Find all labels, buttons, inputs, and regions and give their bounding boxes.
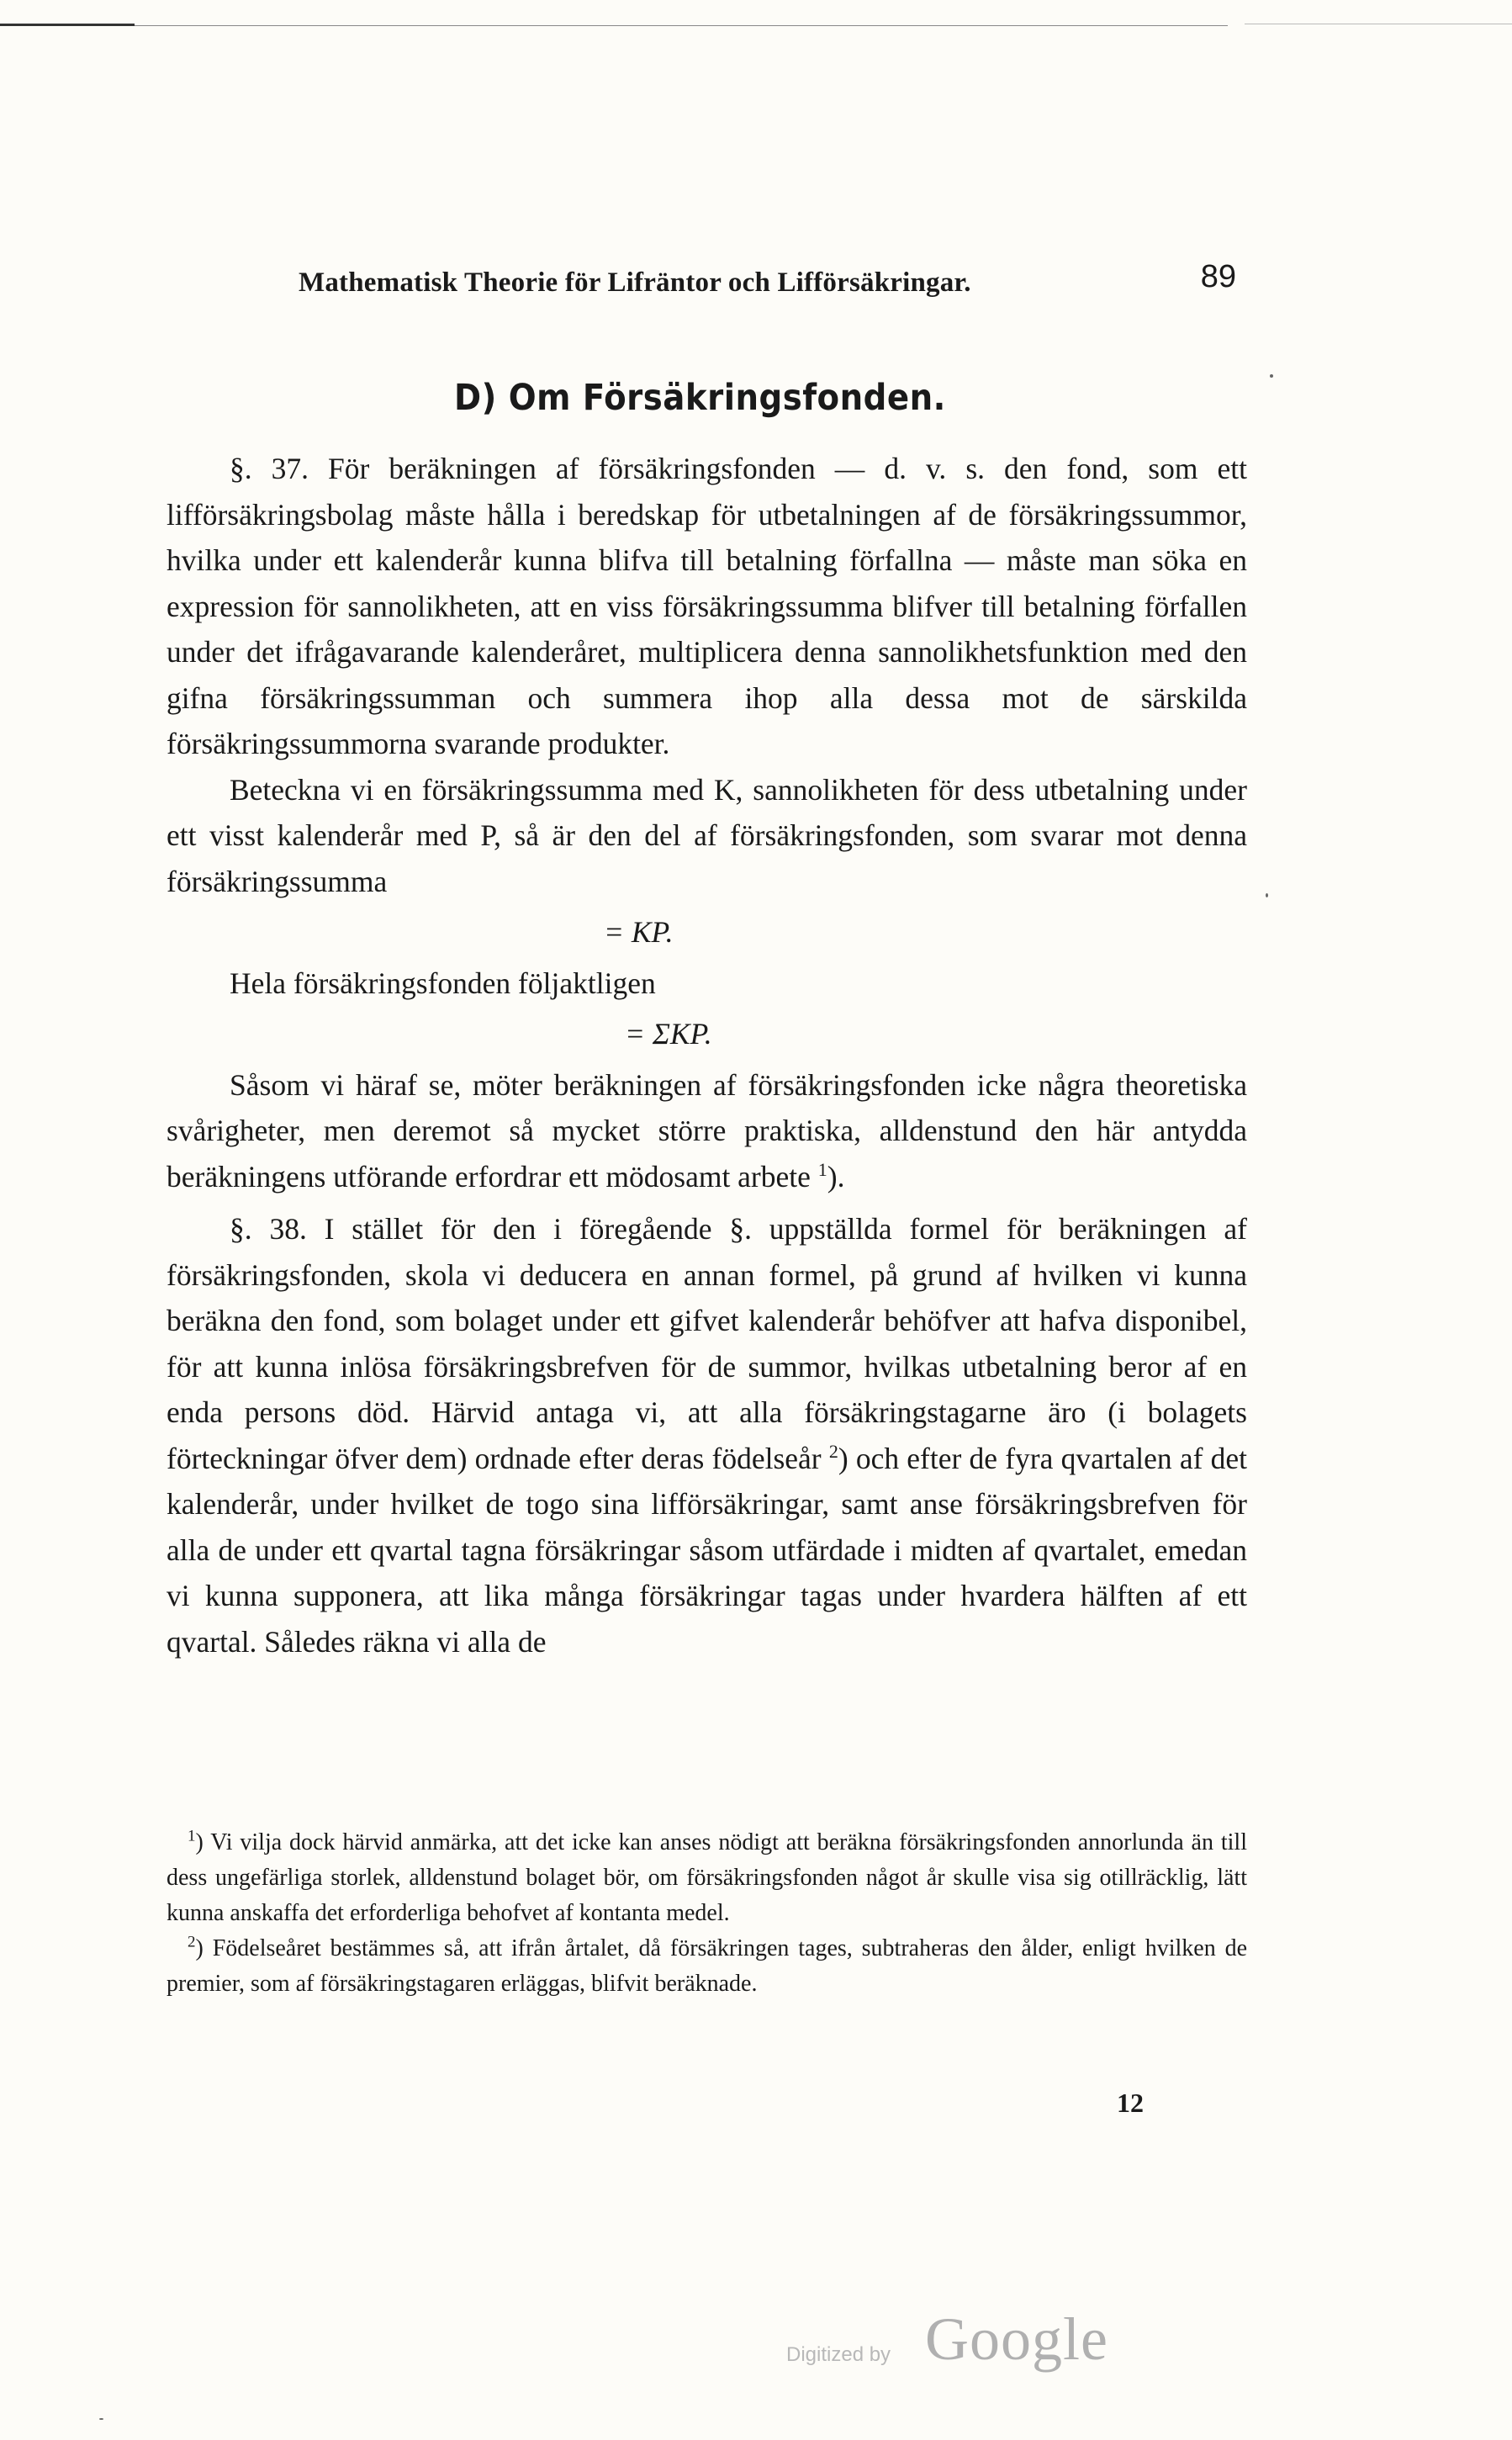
paragraph-37: §. 37. För beräkningen af försäkringsfonden — d. v. s. den fond, som ett lifförsäkringsbolag måste hålla i beredskap för utbetalningen af de försäkringssummor, hvilka under ett kalenderår kunna blifva till betalning förfallna — måste man söka en expression för sannolikheten, att en viss försäkringssumma blifver till betalning förfallen under det ifrågavarande kalenderåret, multiplicera denna sannolikhetsfunktion med den gifna försäkringssumman och summera ihop alla dessa mot de särskilda försäkringssummorna svarande produkter. (167, 452, 1247, 760)
footnote-ref-2[interactable]: 2 (828, 1440, 838, 1462)
footnote-2-mark: 2 (188, 1933, 196, 1951)
footnote-1-mark: 1 (188, 1827, 196, 1845)
footnotes (167, 1825, 1247, 2002)
running-head: Mathematisk Theorie för Lifräntor och Lifförsäkringar. (299, 267, 971, 298)
footnote-ref-1-close: ). (827, 1159, 845, 1194)
paragraph-notation: Beteckna vi en försäkringssumma med K, sannolikheten för dess utbetalning under ett visst kalenderår med P, så är den del af försäkringsfonden, som svarar mot denna försäkringssumma (167, 772, 1247, 898)
footnote-ref-1[interactable]: 1 (817, 1158, 827, 1180)
scan-edge-line (0, 24, 1512, 25)
scan-speck (1270, 374, 1273, 378)
paragraph-38 (167, 1206, 1247, 1665)
body-text (167, 446, 1247, 1665)
page-number: 89 (1200, 259, 1236, 294)
scan-speck (99, 2418, 103, 2420)
google-logo: Google (925, 2305, 1108, 2373)
footnote-ref-2-close: ) (838, 1441, 849, 1475)
footnote-1 (167, 1825, 1247, 1931)
paragraph-difficulties (167, 1062, 1247, 1200)
paragraph-total-fund: Hela försäkringsfonden följaktligen (230, 966, 656, 1000)
paragraph-difficulties-text: Såsom vi häraf se, möter beräkningen af försäkringsfonden icke några theoretiska svårigheter, men deremot så mycket större praktiska, alldenstund den här antydda beräkningens utförande erfordrar ett mödosamt arbete (167, 1067, 1247, 1194)
paragraph-38-text: §. 38. I stället för den i föregående §. uppställda formel för beräkningen af försäkringsfonden, skola vi deducera en annan formel, på grund af hvilken vi kunna beräkna den fond, som bolaget under ett gifvet kalenderår behöfver att hafva disponibel, för att kunna inlösa försäkringsbrefven för de summor, hvilkas utbetalning beror af en enda persons död. Härvid antaga vi, att alla försäkringstagarne äro (i bolagets förteckningar öfver dem) ordnade efter deras födelseår (167, 1212, 1247, 1475)
section-heading: D) Om Försäkringsfonden. (454, 377, 946, 419)
footnote-2 (167, 1931, 1247, 2002)
footnote-2-text: ) Födelseåret bestämmes så, att ifrån årtalet, då försäkringen tages, subtraheras den ålder, enligt hvilken de premier, som af försäkringstagaren erläggas, blifvit beräknade. (167, 1935, 1247, 1997)
paragraph-38-continued: och efter de fyra qvartalen af det kalenderår, under hvilket de togo sina lifförsäkringar, samt anse försäkringsbrefven för alla de under ett qvartal tagna försäkringar såsom utfärdade i midten af qvartalet, emedan vi kunna supponera, att lika många försäkringar tagas under hvardera hälften af ett qvartal. Således räkna vi alla de (167, 1441, 1247, 1659)
signature-mark: 12 (1117, 2088, 1144, 2118)
digitized-by-google-watermark (786, 2305, 1291, 2372)
formula-kp: = KP. (604, 915, 674, 949)
watermark-prefix: Digitized by (786, 2343, 891, 2366)
scan-speck (1266, 893, 1268, 897)
footnote-1-text: ) Vi vilja dock härvid anmärka, att det icke kan anses nödigt att beräkna försäkringsfonden annorlunda än till dess ungefärliga storlek, alldenstund bolaget bör, om försäkringsfonden något år skulle visa sig otillräcklig, lätt kunna anskaffa det erforderliga behofvet af kontanta medel. (167, 1829, 1247, 1926)
formula-sum-kp: = ΣKP. (625, 1017, 712, 1051)
